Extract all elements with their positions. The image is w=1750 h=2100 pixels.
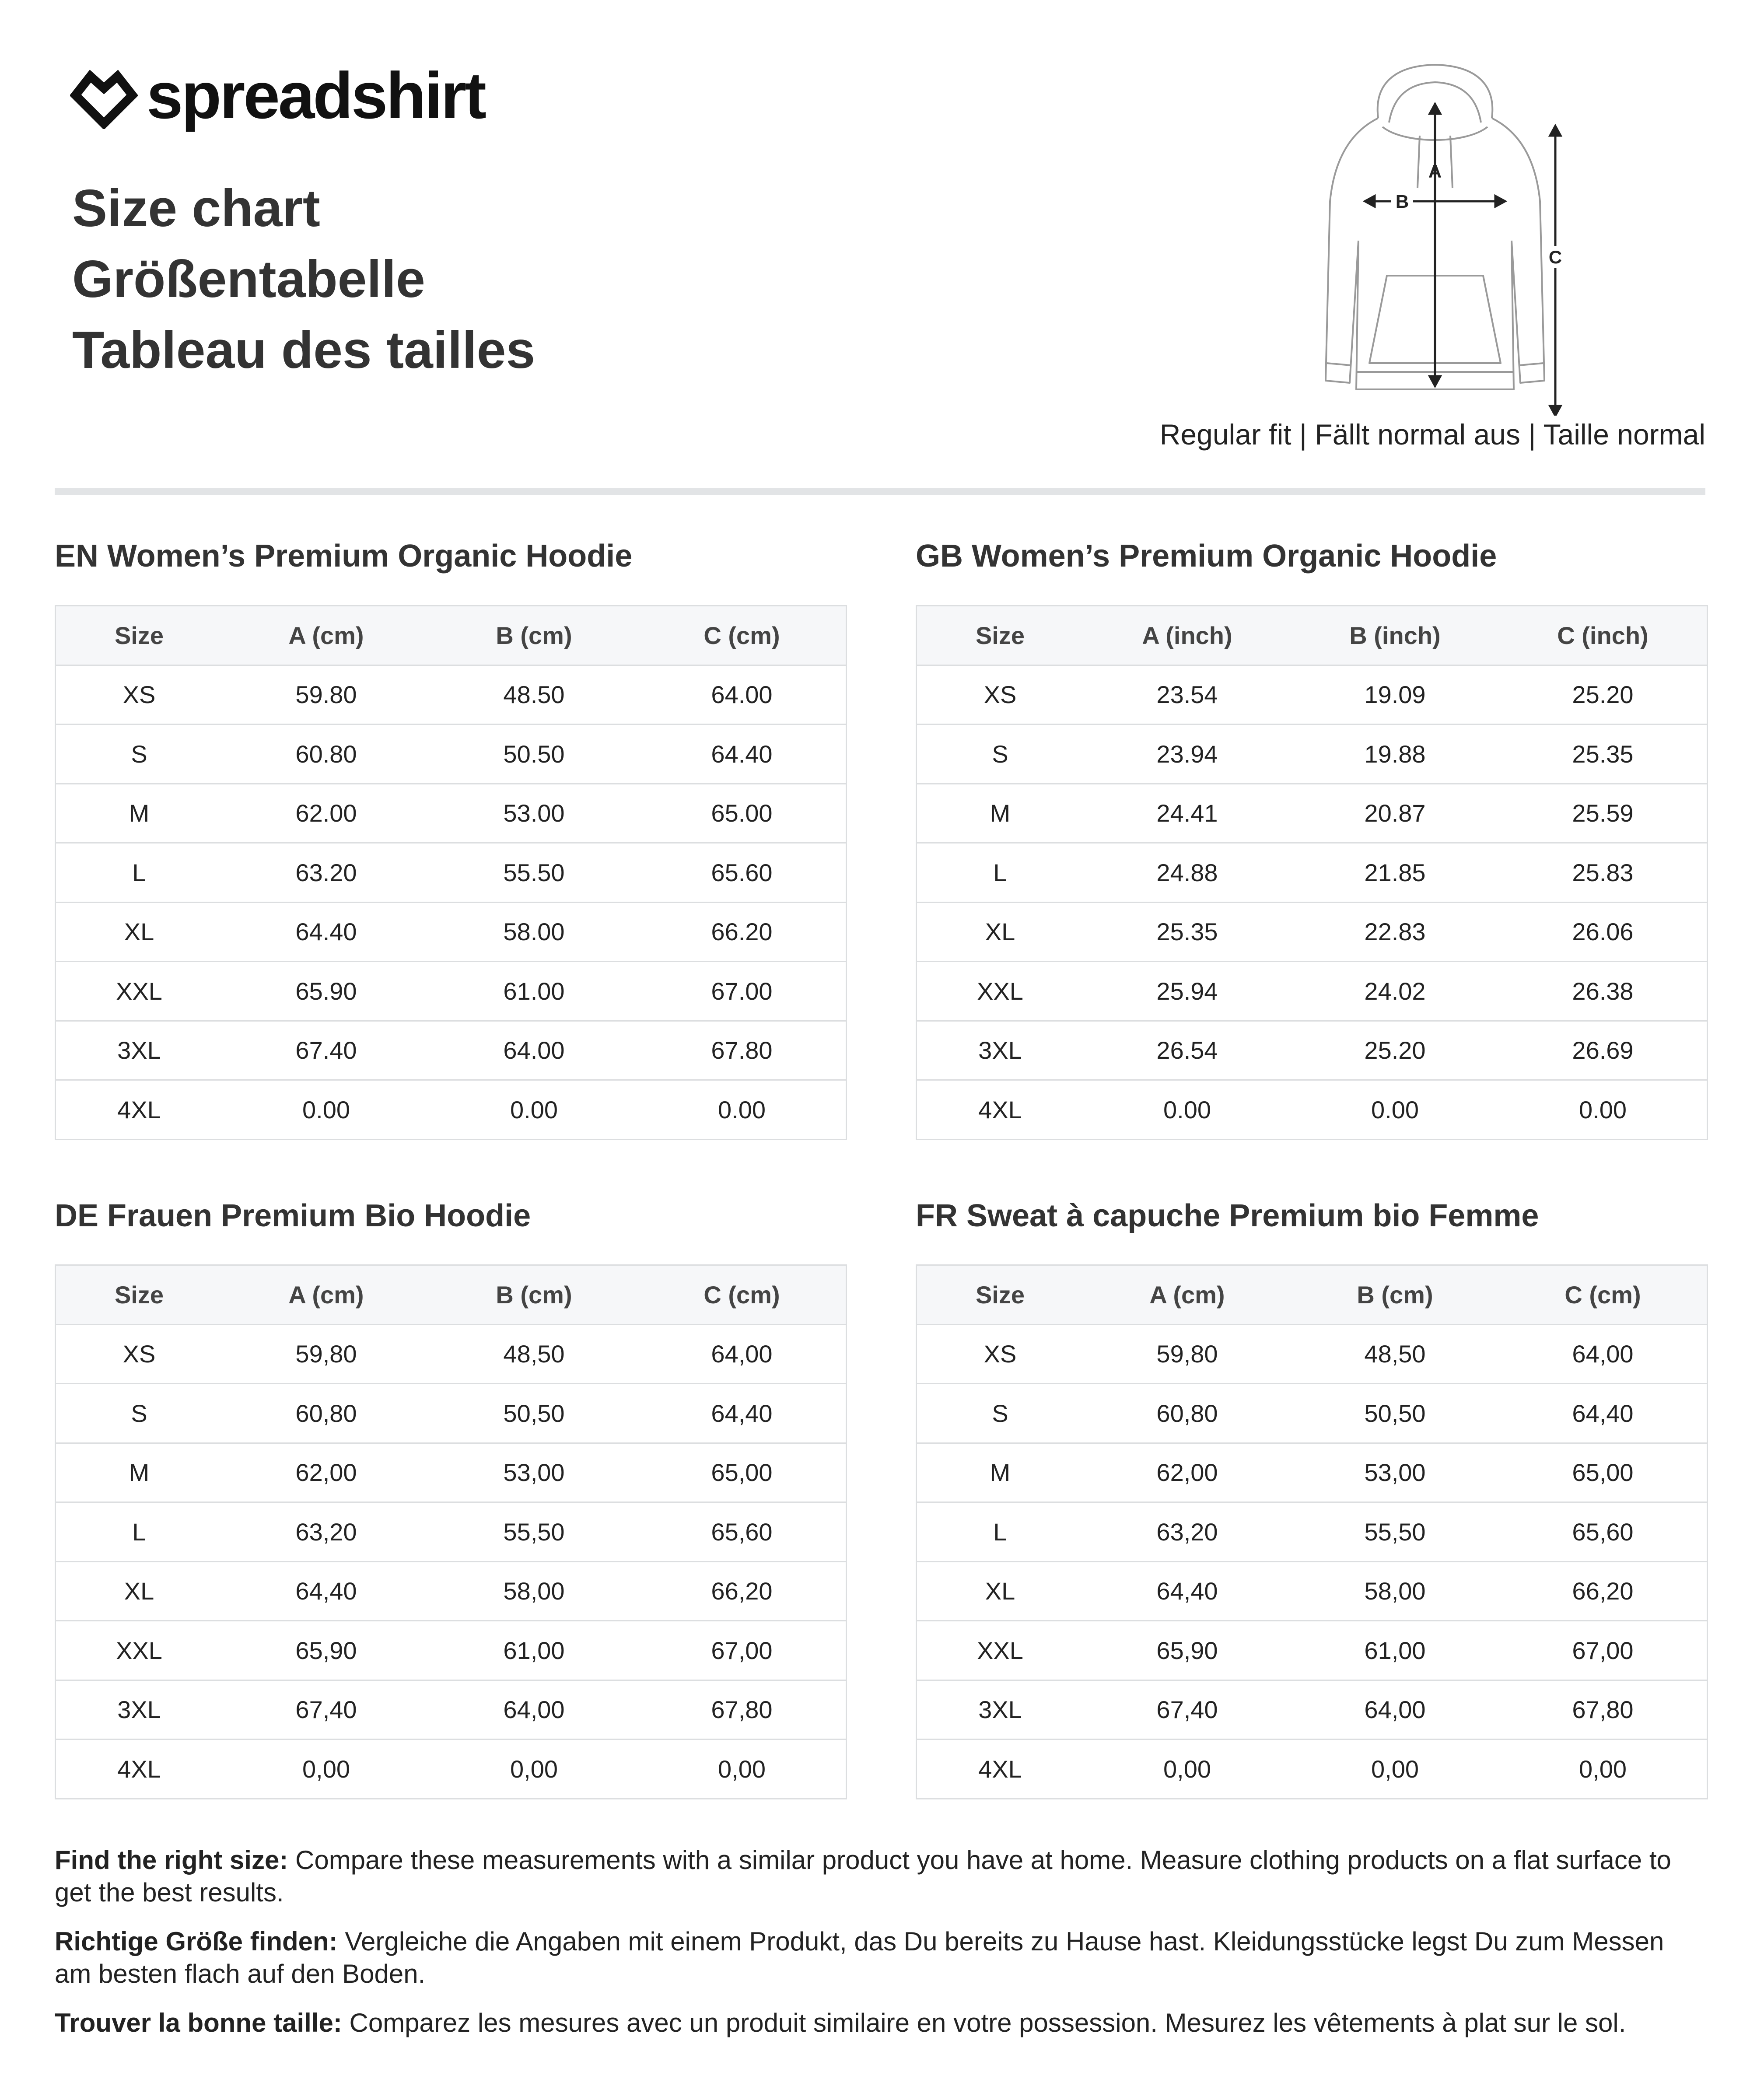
size-table-en	[55, 605, 847, 1140]
table-header-cell: B (inch)	[1349, 621, 1441, 649]
measurement-cell: 0.00	[718, 1096, 766, 1124]
fit-description: Regular fit | Fällt normal aus | Taille normal	[1159, 418, 1705, 451]
table-header-cell: C (cm)	[1564, 1281, 1641, 1309]
table-row	[56, 1740, 846, 1798]
measurement-cell: 67,40	[1156, 1696, 1218, 1724]
measurement-cell: 0,00	[510, 1755, 558, 1783]
measurement-cell: 53.00	[503, 799, 565, 827]
measurement-cell: 64.40	[295, 918, 357, 946]
table-row	[917, 962, 1707, 1022]
measurement-cell: 53,00	[503, 1459, 565, 1487]
size-cell: 3XL	[978, 1696, 1022, 1724]
measurement-cell: 64,40	[711, 1399, 773, 1427]
size-table-fr	[916, 1264, 1708, 1799]
table-header-cell: Size	[114, 621, 164, 649]
measurement-cell: 59,80	[1156, 1340, 1218, 1368]
measurement-cell: 23.94	[1156, 740, 1218, 768]
size-cell: XXL	[977, 1636, 1023, 1664]
note-en-label: Find the right size:	[55, 1845, 288, 1875]
measurement-cell: 25.35	[1572, 740, 1634, 768]
measurement-cell: 66,20	[1572, 1577, 1634, 1605]
table-row	[917, 1444, 1707, 1503]
measurement-cell: 48.50	[503, 681, 565, 709]
label-c: C	[1548, 247, 1562, 267]
measurement-cell: 66.20	[711, 918, 773, 946]
measurement-cell: 66,20	[711, 1577, 773, 1605]
measurement-cell: 26.69	[1572, 1036, 1634, 1064]
measurement-cell: 58,00	[1364, 1577, 1426, 1605]
title-en: Size chart	[72, 179, 320, 238]
table-row	[917, 1325, 1707, 1385]
table-row	[917, 903, 1707, 962]
measurement-cell: 60.80	[295, 740, 357, 768]
table-title-fr: FR Sweat à capuche Premium bio Femme	[916, 1198, 1539, 1233]
table-header-row	[56, 1266, 846, 1325]
table-header-cell: A (cm)	[288, 1281, 364, 1309]
measurement-cell: 50.50	[503, 740, 565, 768]
size-cell: XS	[122, 1340, 156, 1368]
title-fr: Tableau des tailles	[72, 321, 536, 379]
table-row	[917, 725, 1707, 784]
measurement-cell: 67.80	[711, 1036, 773, 1064]
measurement-cell: 64,40	[1156, 1577, 1218, 1605]
measurement-cell: 0,00	[1371, 1755, 1419, 1783]
measurement-cell: 64,00	[1572, 1340, 1634, 1368]
table-title-de: DE Frauen Premium Bio Hoodie	[55, 1198, 531, 1233]
measurement-cell: 63.20	[295, 858, 357, 886]
note-de-text: Vergleiche die Angaben mit einem Produkt, das Du bereits zu Hause hast. Kleidungsstücke legst Du zum Messen am besten flach auf den Boden.	[55, 1927, 1664, 1988]
measurement-cell: 65,90	[1156, 1636, 1218, 1664]
page-titles	[72, 173, 535, 385]
label-b: B	[1395, 191, 1409, 212]
measurement-cell: 58.00	[503, 918, 565, 946]
table-header-cell: A (cm)	[1149, 1281, 1225, 1309]
table-row	[56, 666, 846, 725]
measurement-cell: 53,00	[1364, 1459, 1426, 1487]
measurement-cell: 55,50	[1364, 1518, 1426, 1546]
note-de	[55, 1925, 1704, 1990]
size-cell: XL	[985, 1577, 1015, 1605]
size-cell: M	[990, 799, 1011, 827]
table-row	[56, 1384, 846, 1444]
table-header-cell: B (cm)	[1357, 1281, 1433, 1309]
measurement-cell: 64,40	[295, 1577, 357, 1605]
table-row	[917, 1384, 1707, 1444]
size-cell: 4XL	[978, 1755, 1022, 1783]
note-en-text: Compare these measurements with a similar product you have at home. Measure clothing products on a flat surface to get the best results.	[55, 1845, 1671, 1907]
measurement-cell: 0.00	[302, 1096, 350, 1124]
measurement-cell: 65,90	[295, 1636, 357, 1664]
measurement-cell: 64,40	[1572, 1399, 1634, 1427]
label-a: A	[1428, 161, 1442, 182]
table-row	[56, 1681, 846, 1740]
size-table-gb	[916, 605, 1708, 1140]
measurement-cell: 64,00	[711, 1340, 773, 1368]
measurement-cell: 61,00	[1364, 1636, 1426, 1664]
spreadshirt-heart-icon	[70, 61, 138, 129]
table-row	[56, 844, 846, 903]
size-cell: XXL	[977, 977, 1023, 1005]
note-fr-label: Trouver la bonne taille:	[55, 2008, 342, 2037]
measurement-cell: 19.09	[1364, 681, 1426, 709]
table-header-cell: C (cm)	[704, 1281, 780, 1309]
size-cell: 3XL	[117, 1036, 161, 1064]
measurement-cell: 67.40	[295, 1036, 357, 1064]
measurement-cell: 24.02	[1364, 977, 1426, 1005]
measurement-cell: 65.90	[295, 977, 357, 1005]
measurement-cell: 23.54	[1156, 681, 1218, 709]
measurement-cell: 67,80	[711, 1696, 773, 1724]
table-row	[917, 1022, 1707, 1081]
note-en	[55, 1844, 1704, 1909]
table-title-gb: GB Women’s Premium Organic Hoodie	[916, 539, 1497, 574]
measurement-cell: 55.50	[503, 858, 565, 886]
measurement-cell: 64,00	[503, 1696, 565, 1724]
size-cell: L	[132, 1518, 146, 1546]
measurement-cell: 65,00	[1572, 1459, 1634, 1487]
size-cell: 3XL	[117, 1696, 161, 1724]
measurement-cell: 62,00	[1156, 1459, 1218, 1487]
measurement-cell: 0.00	[1371, 1096, 1419, 1124]
measurement-cell: 19.88	[1364, 740, 1426, 768]
measurement-cell: 22.83	[1364, 918, 1426, 946]
table-header-row	[917, 606, 1707, 666]
measurement-cell: 25.20	[1572, 681, 1634, 709]
size-cell: S	[992, 740, 1008, 768]
measurement-cell: 24.88	[1156, 858, 1218, 886]
size-cell: 4XL	[117, 1096, 161, 1124]
measurement-cell: 61,00	[503, 1636, 565, 1664]
table-row	[56, 1562, 846, 1622]
measurement-cell: 64.00	[711, 681, 773, 709]
measurement-cell: 67,40	[295, 1696, 357, 1724]
measurement-cell: 0.00	[1163, 1096, 1211, 1124]
measurement-cell: 48,50	[503, 1340, 565, 1368]
measurement-cell: 67,80	[1572, 1696, 1634, 1724]
measurement-cell: 62.00	[295, 799, 357, 827]
measurement-cell: 67,00	[1572, 1636, 1634, 1664]
table-row	[56, 903, 846, 962]
measurement-cell: 64,00	[1364, 1696, 1426, 1724]
measurement-cell: 48,50	[1364, 1340, 1426, 1368]
measurement-cell: 26.38	[1572, 977, 1634, 1005]
size-cell: XL	[124, 1577, 154, 1605]
table-row	[917, 1621, 1707, 1681]
table-row	[56, 784, 846, 844]
table-row	[917, 844, 1707, 903]
measurement-cell: 0,00	[1163, 1755, 1211, 1783]
size-cell: L	[132, 858, 146, 886]
table-row	[56, 1503, 846, 1562]
size-cell: XL	[985, 918, 1015, 946]
size-cell: XXL	[116, 977, 162, 1005]
measurement-cell: 25.59	[1572, 799, 1634, 827]
measurement-cell: 25.20	[1364, 1036, 1426, 1064]
size-cell: XS	[984, 1340, 1017, 1368]
table-header-cell: Size	[975, 1281, 1025, 1309]
size-table-de	[55, 1264, 847, 1799]
measurement-cell: 26.06	[1572, 918, 1634, 946]
note-de-label: Richtige Größe finden:	[55, 1927, 338, 1956]
measurement-cell: 65,60	[1572, 1518, 1634, 1546]
measurement-cell: 20.87	[1364, 799, 1426, 827]
table-header-cell: A (inch)	[1142, 621, 1232, 649]
brand-name: spreadshirt	[147, 58, 485, 132]
measurement-cell: 64.00	[503, 1036, 565, 1064]
measurement-cell: 24.41	[1156, 799, 1218, 827]
size-cell: L	[993, 1518, 1007, 1546]
measurement-cell: 64.40	[711, 740, 773, 768]
size-cell: XS	[122, 681, 156, 709]
measurement-cell: 63,20	[1156, 1518, 1218, 1546]
table-header-cell: C (cm)	[704, 621, 780, 649]
table-header-cell: Size	[975, 621, 1025, 649]
measurement-cell: 61.00	[503, 977, 565, 1005]
size-cell: L	[993, 858, 1007, 886]
table-row	[56, 1081, 846, 1139]
measurement-cell: 21.85	[1364, 858, 1426, 886]
note-fr	[55, 2007, 1704, 2039]
measurement-cell: 58,00	[503, 1577, 565, 1605]
header-divider	[55, 488, 1705, 495]
table-row	[56, 725, 846, 784]
size-cell: S	[131, 1399, 147, 1427]
measurement-cell: 65.00	[711, 799, 773, 827]
table-row	[56, 1621, 846, 1681]
size-cell: 4XL	[978, 1096, 1022, 1124]
size-cell: M	[129, 799, 150, 827]
measurement-cell: 65.60	[711, 858, 773, 886]
size-cell: M	[129, 1459, 150, 1487]
table-row	[917, 1562, 1707, 1622]
table-header-row	[56, 606, 846, 666]
measurement-cell: 25.83	[1572, 858, 1634, 886]
measurement-cell: 60,80	[1156, 1399, 1218, 1427]
measurement-cell: 0,00	[718, 1755, 766, 1783]
measurement-cell: 67.00	[711, 977, 773, 1005]
table-header-cell: A (cm)	[288, 621, 364, 649]
table-row	[917, 666, 1707, 725]
table-row	[56, 1444, 846, 1503]
size-cell: S	[992, 1399, 1008, 1427]
table-header-cell: B (cm)	[496, 621, 572, 649]
measurement-cell: 0,00	[302, 1755, 350, 1783]
measurement-cell: 0.00	[510, 1096, 558, 1124]
measurement-cell: 25.35	[1156, 918, 1218, 946]
measurement-cell: 65,00	[711, 1459, 773, 1487]
measurement-cell: 59,80	[295, 1340, 357, 1368]
measurement-cell: 50,50	[1364, 1399, 1426, 1427]
size-cell: 3XL	[978, 1036, 1022, 1064]
table-row	[56, 1022, 846, 1081]
table-header-cell: Size	[114, 1281, 164, 1309]
measurement-cell: 50,50	[503, 1399, 565, 1427]
measurement-cell: 65,60	[711, 1518, 773, 1546]
measurement-cell: 59.80	[295, 681, 357, 709]
measurement-cell: 62,00	[295, 1459, 357, 1487]
sizing-notes	[55, 1844, 1704, 2056]
table-header-cell: C (inch)	[1557, 621, 1648, 649]
title-de: Größentabelle	[72, 250, 425, 308]
measurement-cell: 0.00	[1579, 1096, 1627, 1124]
size-cell: XL	[124, 918, 154, 946]
table-row	[917, 1681, 1707, 1740]
size-cell: XS	[984, 681, 1017, 709]
measurement-cell: 0,00	[1579, 1755, 1627, 1783]
size-cell: M	[990, 1459, 1011, 1487]
size-cell: 4XL	[117, 1755, 161, 1783]
table-header-row	[917, 1266, 1707, 1325]
hoodie-measurement-diagram	[1317, 57, 1566, 416]
note-fr-text: Comparez les mesures avec un produit similaire en votre possession. Mesurez les vêtements à plat sur le sol.	[342, 2008, 1626, 2037]
table-title-en: EN Women’s Premium Organic Hoodie	[55, 539, 633, 574]
brand-logo	[70, 58, 485, 132]
table-row	[56, 962, 846, 1022]
measurement-cell: 67,00	[711, 1636, 773, 1664]
table-row	[917, 784, 1707, 844]
table-row	[917, 1740, 1707, 1798]
measurement-cell: 60,80	[295, 1399, 357, 1427]
measurement-cell: 63,20	[295, 1518, 357, 1546]
measurement-cell: 26.54	[1156, 1036, 1218, 1064]
size-cell: S	[131, 740, 147, 768]
table-row	[917, 1081, 1707, 1139]
measurement-cell: 55,50	[503, 1518, 565, 1546]
table-row	[56, 1325, 846, 1385]
table-row	[917, 1503, 1707, 1562]
table-header-cell: B (cm)	[496, 1281, 572, 1309]
size-cell: XXL	[116, 1636, 162, 1664]
measurement-cell: 25.94	[1156, 977, 1218, 1005]
